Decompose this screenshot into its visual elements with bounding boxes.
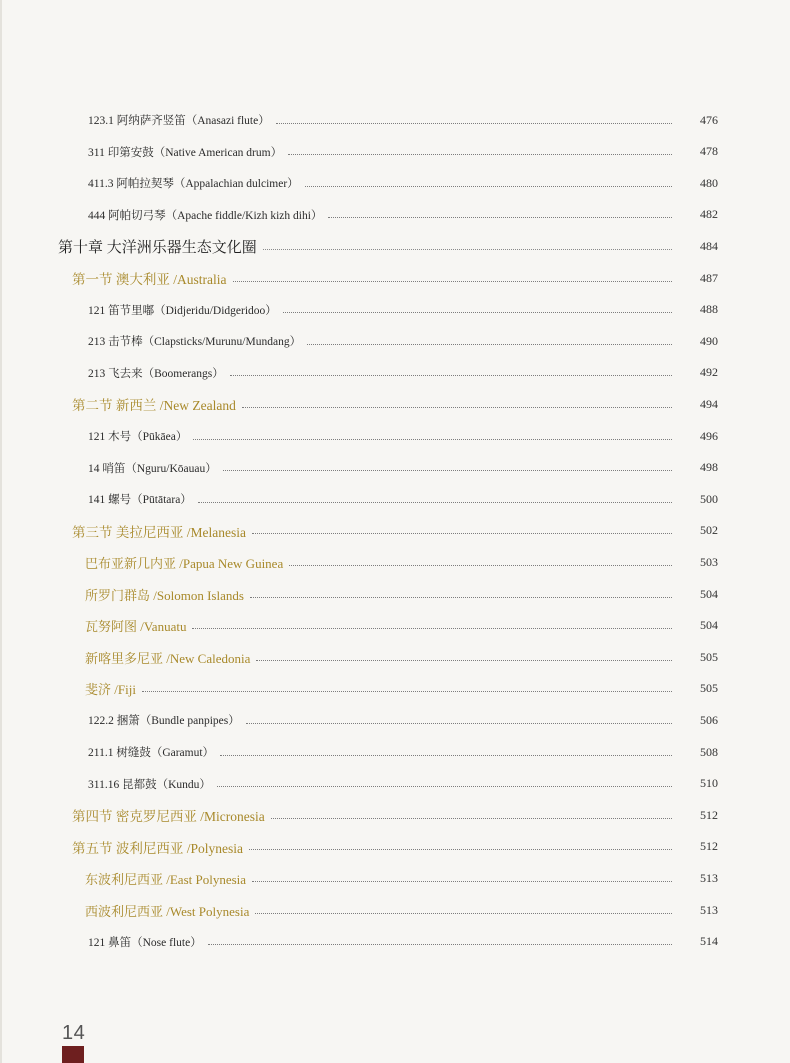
toc-entry-title: 第十章 大洋洲乐器生态文化圈 (58, 239, 257, 256)
toc-entry-page-number: 510 (700, 776, 718, 791)
toc-entry-page-number: 500 (700, 491, 718, 506)
dot-leader (288, 154, 672, 155)
toc-entry-page-number: 503 (700, 554, 718, 569)
toc-entry-region (0, 614, 790, 638)
toc-entry-section (0, 835, 790, 859)
dot-leader (252, 533, 672, 534)
dot-leader (252, 881, 672, 882)
toc-entry-page-number: 492 (700, 365, 718, 380)
dot-leader (223, 470, 672, 471)
toc-entry-page-number: 480 (700, 175, 718, 190)
toc-entry-title: 411.3 阿帕拉契琴（Appalachian dulcimer） (88, 178, 299, 191)
toc-entry-page-number: 484 (700, 238, 718, 253)
toc-entry-page-number: 514 (700, 934, 718, 949)
toc-entry-instrument (0, 708, 790, 732)
dot-leader (255, 913, 672, 914)
toc-entry-instrument (0, 772, 790, 796)
toc-entry-page-number: 504 (700, 586, 718, 601)
toc-entry-title: 213 击节棒（Clapsticks/Murunu/Mundang） (88, 336, 302, 349)
toc-entry-title: 311.16 昆都鼓（Kundu） (88, 778, 211, 791)
toc-entry-instrument (0, 329, 790, 353)
toc-entry-page-number: 512 (700, 807, 718, 822)
toc-entry-title: 斐济 /Fiji (85, 682, 136, 698)
toc-entry-instrument (0, 140, 790, 164)
dot-leader (271, 818, 672, 819)
dot-leader (263, 249, 672, 250)
toc-entry-title: 121 笛节里嘟（Didjeridu/Didgeridoo） (88, 304, 277, 317)
dot-leader (328, 217, 672, 218)
dot-leader (230, 375, 672, 376)
toc-entry-title: 西波利尼西亚 /West Polynesia (85, 903, 250, 919)
toc-entry-region (0, 645, 790, 669)
dot-leader (142, 691, 672, 692)
dot-leader (193, 439, 672, 440)
toc-entry-instrument (0, 456, 790, 480)
toc-entry-instrument (0, 740, 790, 764)
page-number: 14 (62, 1022, 86, 1044)
toc-entry-region (0, 866, 790, 890)
toc-entry-title: 121 鼻笛（Nose flute） (88, 936, 202, 949)
dot-leader (208, 944, 672, 945)
folio-color-tab (62, 1046, 84, 1063)
toc-entry-title: 瓦努阿图 /Vanuatu (85, 619, 187, 635)
toc-entry-title: 444 阿帕切弓琴（Apache fiddle/Kizh kizh dihi） (88, 209, 323, 222)
toc-entry-title: 121 木号（Pūkāea） (88, 431, 188, 443)
toc-entry-page-number: 505 (700, 649, 718, 664)
toc-entry-page-number: 502 (700, 523, 718, 538)
dot-leader (307, 344, 672, 345)
toc-entry-page-number: 494 (700, 396, 718, 411)
toc-entry-region (0, 550, 790, 574)
toc-entry-title: 第一节 澳大利亚 /Australia (72, 272, 227, 287)
toc-entry-page-number: 505 (700, 681, 718, 696)
toc-entry-instrument (0, 298, 790, 322)
toc-entry-section (0, 519, 790, 543)
toc-entry-title: 第四节 密克罗尼西亚 /Micronesia (72, 809, 265, 825)
toc-entry-instrument (0, 424, 790, 448)
toc-entry-region (0, 677, 790, 701)
toc-entry-title: 第二节 新西兰 /New Zealand (72, 398, 236, 414)
toc-entry-region (0, 582, 790, 606)
dot-leader (289, 565, 672, 566)
dot-leader (198, 502, 672, 503)
toc-entry-section (0, 803, 790, 827)
toc-entry-title: 122.2 捆箫（Bundle panpipes） (88, 715, 240, 728)
toc-entry-page-number: 504 (700, 618, 718, 633)
toc-entry-title: 123.1 阿纳萨齐竖笛（Anasazi flute） (88, 115, 270, 127)
toc-entry-page-number: 506 (700, 712, 718, 727)
toc-entry-title: 东波利尼西亚 /East Polynesia (85, 871, 247, 887)
toc-entry-page-number: 487 (700, 270, 718, 285)
toc-entry-page-number: 488 (700, 302, 718, 317)
toc-entry-section (0, 392, 790, 416)
toc-entry-title: 巴布亚新几内亚 /Papua New Guinea (85, 555, 284, 571)
dot-leader (256, 660, 672, 661)
dot-leader (305, 186, 672, 187)
toc-entry-page-number: 482 (700, 207, 718, 222)
dot-leader (242, 407, 672, 408)
toc-entry-page-number: 508 (700, 744, 718, 759)
toc-entry-page-number: 513 (700, 870, 718, 885)
toc-entry-title: 所罗门群岛 /Solomon Islands (85, 587, 244, 603)
toc-entry-section (0, 266, 790, 290)
toc-entry-page-number: 498 (700, 460, 718, 475)
dot-leader (283, 312, 672, 313)
toc-entry-instrument (0, 108, 790, 132)
toc-entry-page-number: 478 (700, 144, 718, 159)
toc-entry-title: 第五节 波利尼西亚 /Polynesia (72, 840, 243, 856)
toc-entry-page-number: 512 (700, 839, 718, 854)
toc-entry-title: 141 螺号（Pūtātara） (88, 494, 192, 507)
toc-entry-instrument (0, 930, 790, 954)
toc-entry-instrument (0, 487, 790, 511)
toc-entry-region (0, 898, 790, 922)
toc-entry-title: 新喀里多尼亚 /New Caledonia (85, 650, 251, 666)
toc-entry-chapter (0, 234, 790, 258)
dot-leader (217, 786, 672, 787)
toc-entry-title: 311 印第安鼓（Native American drum） (88, 146, 283, 159)
toc-entry-page-number: 513 (700, 902, 718, 917)
toc-entry-instrument (0, 171, 790, 195)
dot-leader (276, 123, 672, 124)
toc-entry-page-number: 476 (700, 112, 718, 127)
dot-leader (233, 281, 673, 282)
dot-leader (249, 849, 672, 850)
toc-entry-instrument (0, 203, 790, 227)
toc-entry-page-number: 496 (700, 428, 718, 443)
toc-entry-page-number: 490 (700, 333, 718, 348)
dot-leader (220, 755, 672, 756)
toc-entry-title: 211.1 树缝鼓（Garamut） (88, 747, 215, 759)
dot-leader (246, 723, 672, 724)
toc-entry-title: 213 飞去来（Boomerangs） (88, 367, 224, 380)
dot-leader (192, 628, 672, 629)
toc-entry-instrument (0, 361, 790, 385)
dot-leader (250, 597, 672, 598)
toc-entry-title: 14 哨笛（Nguru/Kōauau） (88, 462, 217, 475)
toc-entry-title: 第三节 美拉尼西亚 /Melanesia (72, 524, 246, 540)
